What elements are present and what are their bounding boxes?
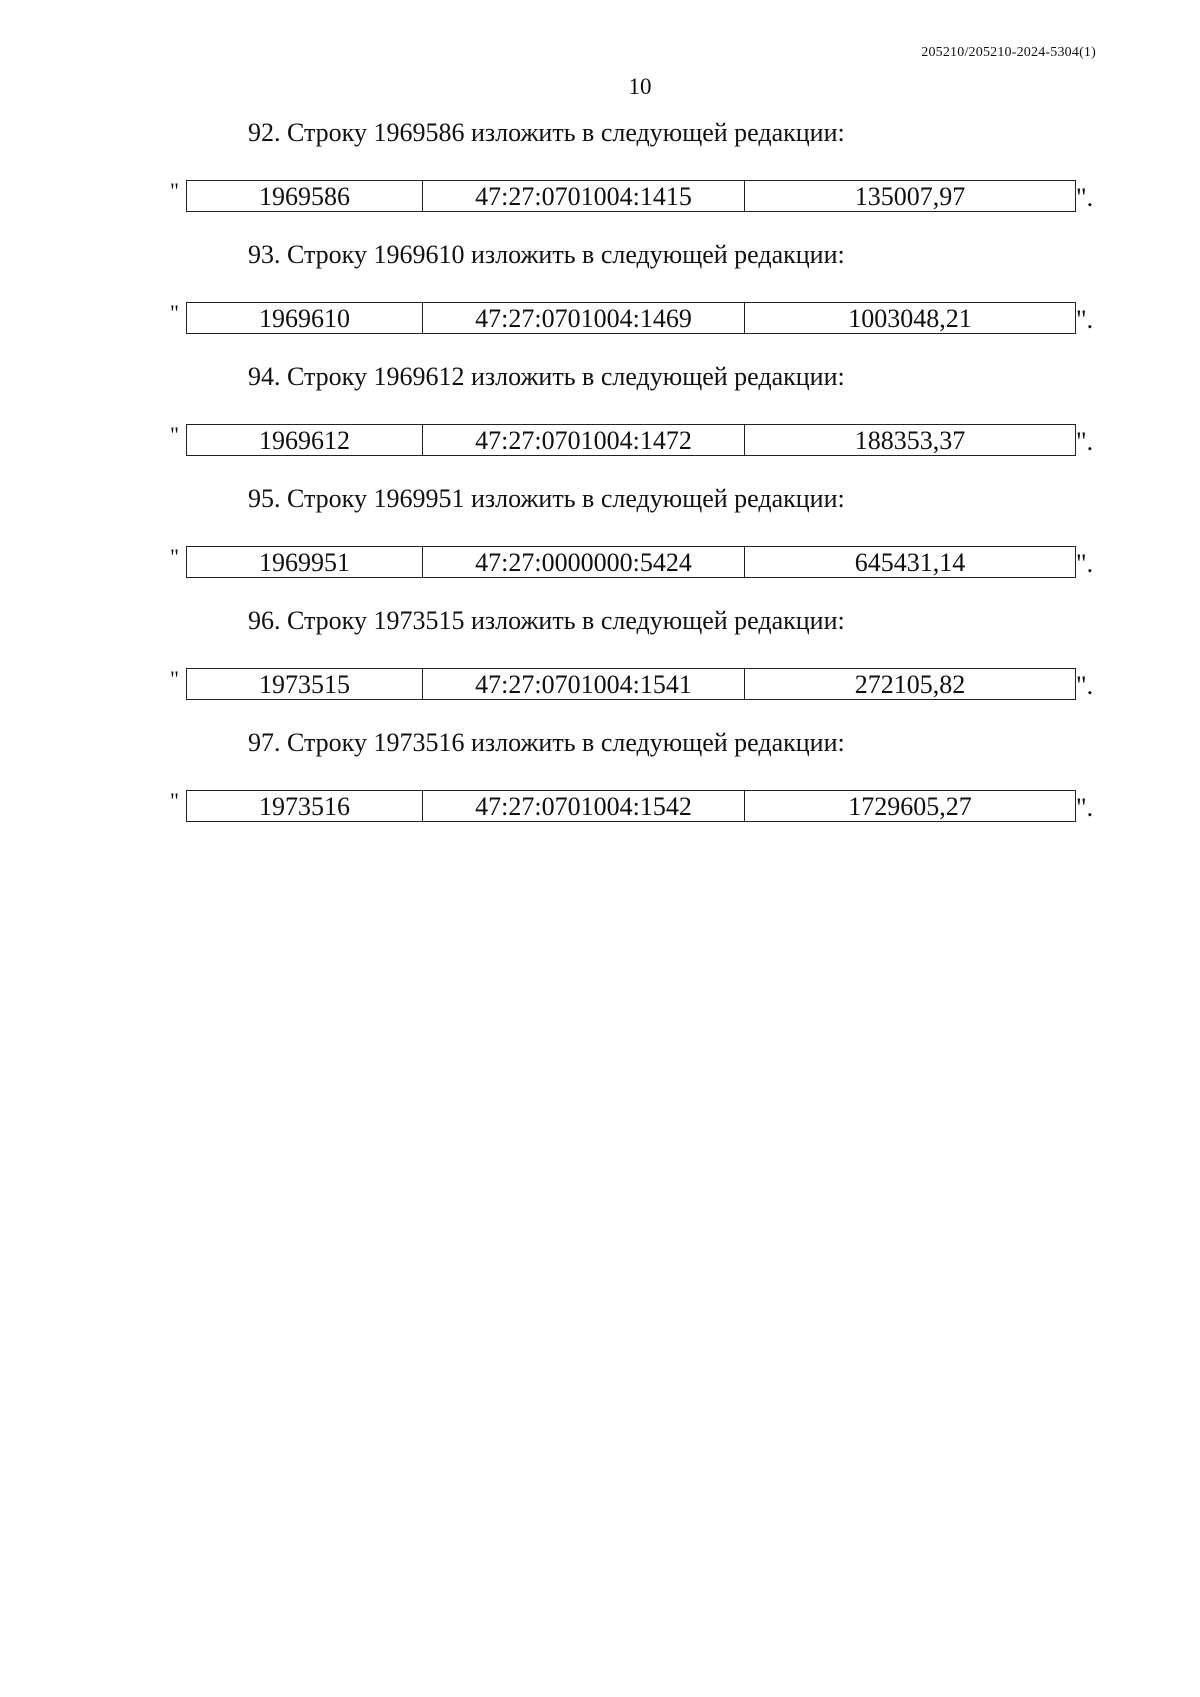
opening-quote: ": [170, 666, 179, 691]
replacement-row: [170, 666, 1130, 706]
row-number-cell: 1973515: [187, 669, 423, 699]
closing-quote: ".: [1076, 793, 1094, 822]
value-cell: 1003048,21: [848, 304, 972, 333]
cadastral-number-cell: 47:27:0701004:1472: [423, 425, 745, 455]
row-table: [186, 302, 1076, 334]
document-id: 205210/205210-2024-5304(1): [921, 45, 1096, 60]
row-table: [186, 546, 1076, 578]
value-cell: 1729605,27: [848, 792, 972, 821]
row-table: [186, 424, 1076, 456]
amendment-heading: 97. Строку 1973516 изложить в следующей редакции:: [248, 728, 845, 757]
closing-quote: ".: [1076, 183, 1094, 212]
value-cell: 188353,37: [854, 426, 966, 455]
closing-quote: ".: [1076, 305, 1094, 334]
row-number-cell: 1969951: [187, 547, 423, 577]
row-number-cell: 1973516: [187, 791, 423, 821]
cadastral-number-cell: 47:27:0701004:1415: [423, 181, 745, 211]
closing-quote: ".: [1076, 549, 1094, 578]
cadastral-number-cell: 47:27:0701004:1542: [423, 791, 745, 821]
value-cell: 645431,14: [854, 548, 966, 577]
row-number-cell: 1969610: [187, 303, 423, 333]
opening-quote: ": [170, 300, 179, 325]
replacement-row: [170, 544, 1130, 584]
value-cell: 272105,82: [854, 670, 966, 699]
amendment-heading: 93. Строку 1969610 изложить в следующей редакции:: [248, 240, 845, 269]
amendment-heading: 96. Строку 1973515 изложить в следующей редакции:: [248, 606, 845, 635]
cadastral-number-cell: 47:27:0000000:5424: [423, 547, 745, 577]
closing-quote: ".: [1076, 427, 1094, 456]
opening-quote: ": [170, 178, 179, 203]
page-number: 10: [628, 74, 652, 99]
row-table: [186, 180, 1076, 212]
cadastral-number-cell: 47:27:0701004:1469: [423, 303, 745, 333]
row-table: [186, 668, 1076, 700]
opening-quote: ": [170, 788, 179, 813]
amendment-heading: 92. Строку 1969586 изложить в следующей редакции:: [248, 118, 845, 147]
row-table: [186, 790, 1076, 822]
replacement-row: [170, 422, 1130, 462]
replacement-row: [170, 300, 1130, 340]
replacement-row: [170, 178, 1130, 218]
replacement-row: [170, 788, 1130, 828]
closing-quote: ".: [1076, 671, 1094, 700]
amendment-heading: 95. Строку 1969951 изложить в следующей редакции:: [248, 484, 845, 513]
cadastral-number-cell: 47:27:0701004:1541: [423, 669, 745, 699]
value-cell: 135007,97: [854, 182, 966, 211]
row-number-cell: 1969612: [187, 425, 423, 455]
row-number-cell: 1969586: [187, 181, 423, 211]
opening-quote: ": [170, 544, 179, 569]
opening-quote: ": [170, 422, 179, 447]
amendment-heading: 94. Строку 1969612 изложить в следующей редакции:: [248, 362, 845, 391]
